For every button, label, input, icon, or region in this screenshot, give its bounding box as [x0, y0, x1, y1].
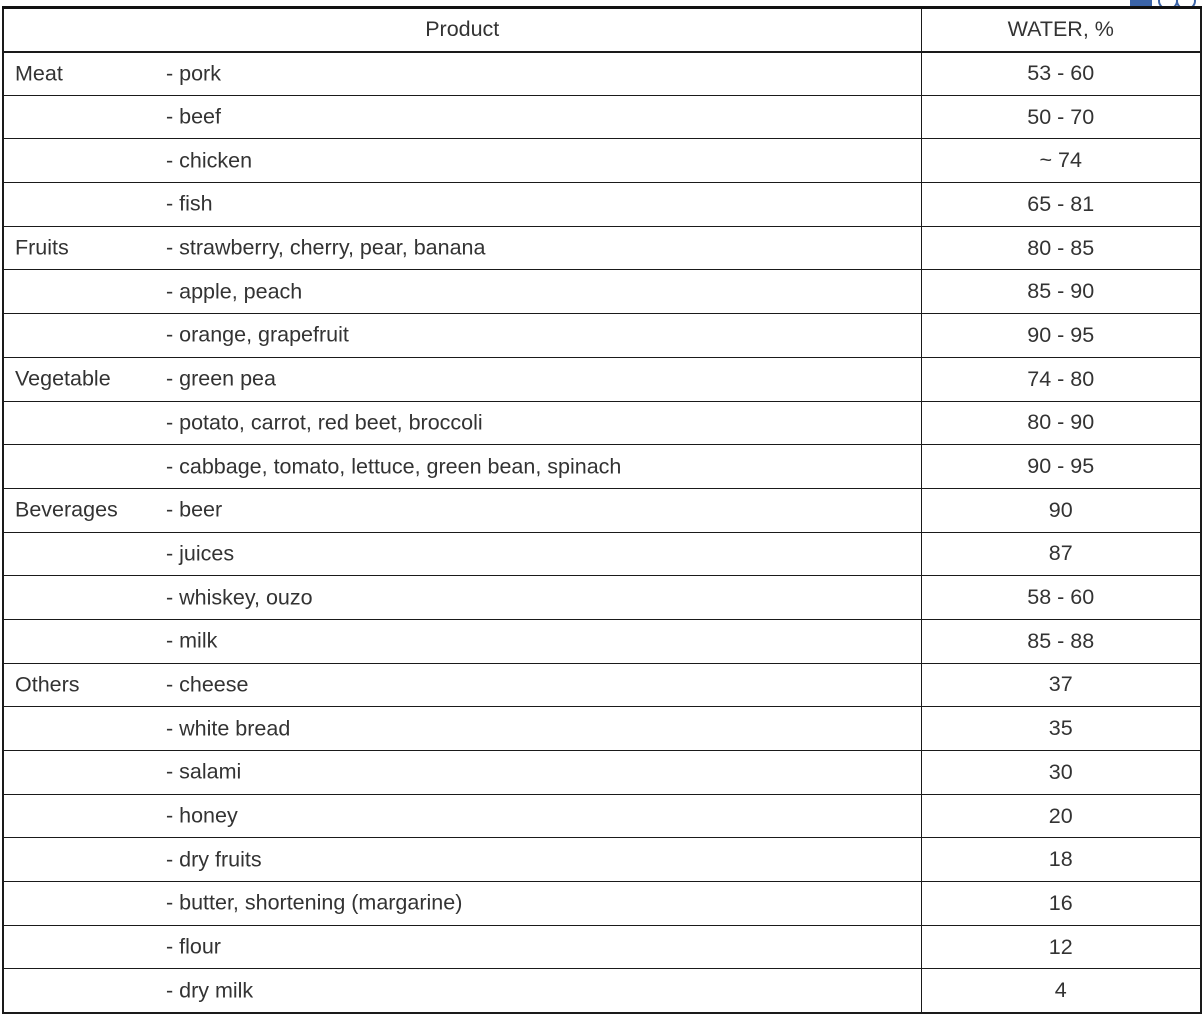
- product-cell: [3, 925, 921, 969]
- product-label: - salami: [166, 759, 242, 784]
- table-row: [3, 925, 1201, 969]
- water-percent-cell: 18: [921, 838, 1201, 882]
- product-cell: [3, 401, 921, 445]
- product-label: - fish: [166, 191, 213, 216]
- product-cell: [3, 226, 921, 270]
- water-percent-cell: 58 - 60: [921, 576, 1201, 620]
- table-row: [3, 183, 1201, 227]
- water-column-header: WATER, %: [921, 8, 1201, 52]
- water-percent-cell: 80 - 85: [921, 226, 1201, 270]
- water-percent-cell: 50 - 70: [921, 95, 1201, 139]
- product-label: - honey: [166, 803, 238, 828]
- table-row: [3, 576, 1201, 620]
- product-label: - chicken: [166, 148, 253, 173]
- product-label: - apple, peach: [166, 279, 303, 304]
- product-cell: [3, 838, 921, 882]
- product-label: - green pea: [166, 366, 276, 391]
- product-cell: [3, 488, 921, 532]
- product-cell: [3, 183, 921, 227]
- water-percent-cell: 80 - 90: [921, 401, 1201, 445]
- product-label: - whiskey, ouzo: [166, 585, 313, 610]
- table-row: [3, 882, 1201, 926]
- product-label: - milk: [166, 628, 218, 653]
- water-percent-cell: ~ 74: [921, 139, 1201, 183]
- product-label: - beef: [166, 104, 221, 129]
- category-label: Others: [15, 672, 80, 697]
- table-row: [3, 751, 1201, 795]
- table-row: [3, 314, 1201, 358]
- table-row: [3, 139, 1201, 183]
- table-row: [3, 532, 1201, 576]
- product-cell: [3, 882, 921, 926]
- product-cell: [3, 794, 921, 838]
- product-label: - cabbage, tomato, lettuce, green bean, spinach: [166, 454, 622, 479]
- water-percent-cell: 85 - 90: [921, 270, 1201, 314]
- product-label: - juices: [166, 541, 235, 566]
- category-label: Beverages: [15, 497, 118, 522]
- product-cell: [3, 707, 921, 751]
- product-label: - dry fruits: [166, 847, 262, 872]
- table-row: [3, 794, 1201, 838]
- water-percent-cell: 12: [921, 925, 1201, 969]
- table-row: [3, 707, 1201, 751]
- product-cell: [3, 969, 921, 1013]
- product-label: - beer: [166, 497, 223, 522]
- water-percent-cell: 87: [921, 532, 1201, 576]
- table-row: [3, 270, 1201, 314]
- product-cell: [3, 52, 921, 96]
- product-label: - orange, grapefruit: [166, 322, 349, 347]
- table-row: [3, 52, 1201, 96]
- product-cell: [3, 139, 921, 183]
- table-row: [3, 969, 1201, 1013]
- table-row: [3, 488, 1201, 532]
- water-percent-cell: 53 - 60: [921, 52, 1201, 96]
- product-cell: [3, 532, 921, 576]
- water-percent-cell: 30: [921, 751, 1201, 795]
- table-body: [3, 52, 1201, 1013]
- product-label: - butter, shortening (margarine): [166, 890, 463, 915]
- table-header-row: [3, 8, 1201, 52]
- table-row: [3, 663, 1201, 707]
- product-label: - white bread: [166, 716, 291, 741]
- water-percent-cell: 4: [921, 969, 1201, 1013]
- table-row: [3, 95, 1201, 139]
- product-cell: [3, 357, 921, 401]
- table-row: [3, 226, 1201, 270]
- product-cell: [3, 751, 921, 795]
- product-cell: [3, 445, 921, 489]
- product-cell: [3, 95, 921, 139]
- water-percent-cell: 16: [921, 882, 1201, 926]
- water-content-table: [2, 6, 1202, 1014]
- product-label: - dry milk: [166, 978, 254, 1003]
- category-label: Fruits: [15, 235, 69, 260]
- product-cell: [3, 663, 921, 707]
- product-cell: [3, 576, 921, 620]
- category-label: Vegetable: [15, 366, 111, 391]
- product-cell: [3, 314, 921, 358]
- category-label: Meat: [15, 61, 63, 86]
- product-label: - cheese: [166, 672, 249, 697]
- product-label: - flour: [166, 934, 221, 959]
- water-percent-cell: 90 - 95: [921, 445, 1201, 489]
- product-column-header: Product: [3, 8, 921, 52]
- water-percent-cell: 35: [921, 707, 1201, 751]
- table-row: [3, 838, 1201, 882]
- product-cell: [3, 619, 921, 663]
- water-percent-cell: 85 - 88: [921, 619, 1201, 663]
- product-label: - potato, carrot, red beet, broccoli: [166, 410, 483, 435]
- product-cell: [3, 270, 921, 314]
- table-row: [3, 619, 1201, 663]
- water-percent-cell: 90: [921, 488, 1201, 532]
- table-row: [3, 445, 1201, 489]
- product-label: - strawberry, cherry, pear, banana: [166, 235, 486, 260]
- water-percent-cell: 74 - 80: [921, 357, 1201, 401]
- water-percent-cell: 37: [921, 663, 1201, 707]
- product-label: - pork: [166, 61, 221, 86]
- table-row: [3, 357, 1201, 401]
- water-percent-cell: 65 - 81: [921, 183, 1201, 227]
- table-row: [3, 401, 1201, 445]
- water-percent-cell: 90 - 95: [921, 314, 1201, 358]
- water-percent-cell: 20: [921, 794, 1201, 838]
